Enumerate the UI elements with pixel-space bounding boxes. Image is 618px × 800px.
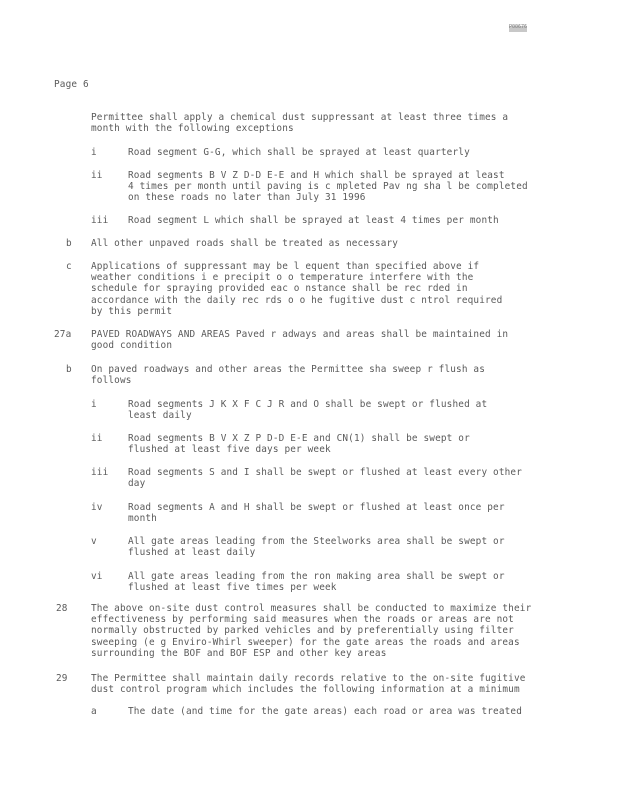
list-letter: b [66, 238, 72, 249]
list-number: ii [91, 433, 103, 444]
section-number: 27a [54, 329, 72, 340]
paragraph-line: normally obstructed by parked vehicles and by preferentially using filter [91, 625, 514, 637]
list-item-text [128, 571, 505, 593]
list-item-text [128, 502, 505, 524]
list-number: iii [91, 215, 109, 226]
list-number: iv [91, 502, 103, 513]
paragraph-line: Permittee shall apply a chemical dust suppressant at least three times a [91, 112, 509, 123]
paragraph-line: The above on-site dust control measures shall be conducted to maximize their [91, 603, 532, 614]
paragraph-line: on these roads no later than July 31 1996 [128, 192, 366, 204]
page-label: Page 6 [54, 79, 89, 90]
list-number: i [91, 147, 97, 158]
list-number: i [91, 399, 97, 410]
list-item-text [128, 215, 499, 226]
list-number: v [91, 536, 97, 547]
list-letter: a [91, 706, 97, 717]
paragraph-line: good condition [91, 340, 173, 352]
list-number: vi [91, 571, 103, 582]
paragraph-line: surrounding the BOF and BOF ESP and other key areas [91, 647, 387, 659]
paragraph-line: dust control program which includes the following information at a minimum [91, 684, 520, 696]
paragraph-line: least daily [128, 410, 192, 422]
paragraph-line: 4 times per month until paving is c mpleted Pav ng sha l be completed [128, 181, 528, 193]
paragraph-line: The Permittee shall maintain daily records relative to the on-site fugitive [91, 673, 526, 684]
list-item-text [128, 170, 528, 204]
list-number: iii [91, 467, 109, 478]
list-letter: b [66, 364, 72, 375]
paragraph-line: Road segments A and H shall be swept or flushed at least once per [128, 502, 505, 513]
paragraph-line: All gate areas leading from the ron making area shall be swept or [128, 571, 505, 582]
list-item-text [128, 536, 505, 558]
paragraph-line: schedule for spraying provided eac o nstance shall be rec rded in [91, 283, 468, 295]
paragraph-line: Road segment L which shall be sprayed at least 4 times per month [128, 215, 499, 226]
paragraph-line: sweeping (e g Enviro-Whirl sweeper) for the gate areas the roads and areas [91, 636, 520, 648]
paragraph-line: follows [91, 375, 132, 387]
section-number: 28 [56, 603, 68, 614]
paragraph-line: PAVED ROADWAYS AND AREAS Paved r adways and areas shall be maintained in [91, 329, 509, 340]
intro-paragraph [91, 112, 508, 134]
paragraph-line: Road segments J K X F C J R and O shall be swept or flushed at [128, 399, 488, 410]
paragraph-line: On paved roadways and other areas the Permittee sha sweep r flush as [91, 364, 486, 375]
list-item-text [91, 261, 502, 317]
section-text [91, 329, 508, 351]
page-stamp: P00676 [509, 24, 528, 30]
paragraph-line: Road segments B V X Z P D-D E-E and CN(1) shall be swept or [128, 433, 470, 444]
list-item-text [91, 238, 398, 249]
paragraph-line: Road segments S and I shall be swept or flushed at least every other [128, 467, 523, 478]
paragraph-line: All other unpaved roads shall be treated as necessary [91, 238, 399, 249]
paragraph-line: flushed at least five days per week [128, 444, 331, 456]
paragraph-line: flushed at least daily [128, 547, 256, 559]
paragraph-line: accordance with the daily rec rds o o he fugitive dust c ntrol required [91, 294, 503, 306]
list-item-text [128, 147, 470, 158]
paragraph-line: flushed at least five times per week [128, 582, 337, 594]
list-number: ii [91, 170, 103, 181]
paragraph-line: effectiveness by performing said measures when the roads or areas are not [91, 614, 514, 626]
section-number: 29 [56, 673, 68, 684]
section-text [91, 603, 531, 659]
list-item-text [128, 433, 470, 455]
paragraph-line: month [128, 513, 157, 525]
paragraph-line: day [128, 478, 146, 490]
paragraph-line: Road segment G-G, which shall be sprayed at least quarterly [128, 147, 470, 158]
list-item-text [128, 467, 522, 489]
paragraph-line: All gate areas leading from the Steelworks area shall be swept or [128, 536, 505, 547]
list-item-text [128, 399, 487, 421]
paragraph-line: weather conditions i e precipit o o temperature interfere with the [91, 272, 474, 284]
paragraph-line: month with the following exceptions [91, 123, 294, 135]
paragraph-line: Road segments B V Z D-D E-E and H which shall be sprayed at least [128, 170, 505, 181]
list-letter: c [66, 261, 72, 272]
list-item-text [91, 364, 485, 386]
paragraph-line: The date (and time for the gate areas) each road or area was treated [128, 706, 523, 717]
list-item-text [128, 706, 522, 717]
paragraph-line: Applications of suppressant may be l equent than specified above if [91, 261, 480, 272]
paragraph-line: by this permit [91, 305, 173, 317]
section-text [91, 673, 526, 695]
